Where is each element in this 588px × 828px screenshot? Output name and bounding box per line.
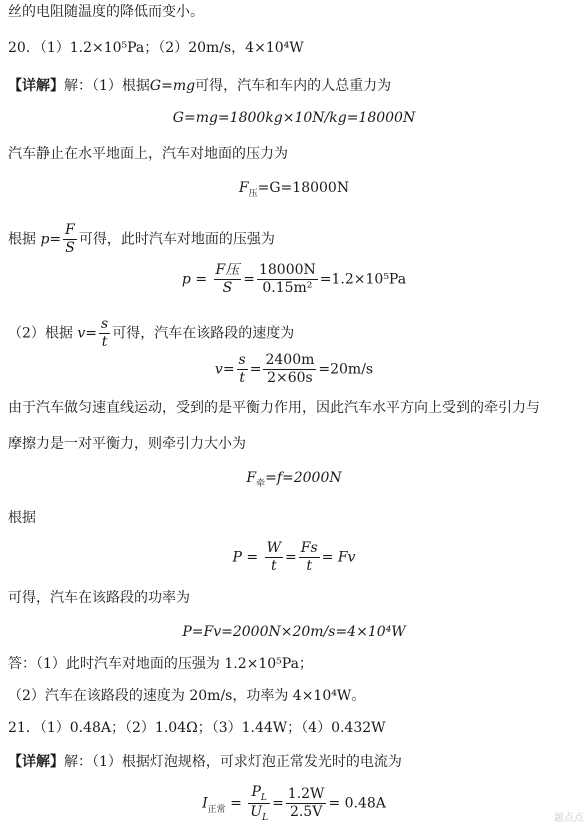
eq6-num2: Fs [300, 540, 318, 556]
q20-detail-7: 根据 [8, 510, 36, 526]
eq4-num1: s [238, 352, 246, 368]
eq6-den1: t [270, 558, 277, 574]
q21-detail-1 [8, 752, 402, 772]
d3-fraction [63, 222, 77, 257]
q20-eq-6: P = $\frac{W}{t}$ = $\frac{Fs}{t}$ = Fv [232, 540, 356, 574]
q21-eq1-den1-sub: L [262, 813, 269, 823]
d3-den: S [65, 240, 75, 256]
q21-eq1-num1-sub: L [260, 793, 267, 803]
d3-pre: 根据 [8, 231, 36, 248]
q20-eq-2 [0, 178, 588, 200]
watermark: 题点点 [554, 813, 584, 824]
detail-label-2: 【详解】 [8, 754, 64, 770]
eq3-den2: 0.15m² [262, 280, 313, 296]
q21-eq1-den1-u: U [250, 804, 263, 820]
q20-detail-4: （2）根据 v= $\frac{s}{t}$ 可得，汽车在该路段的速度为 [8, 316, 295, 350]
eq2-f: F [238, 180, 249, 196]
eq2-sub: 压 [248, 189, 258, 199]
d4-den: t [101, 334, 108, 350]
q21-eq1-frac2 [286, 786, 327, 821]
d4-num: s [101, 316, 109, 332]
eq3-den1: S [222, 280, 233, 296]
d4-v: v [77, 325, 86, 342]
eq6-den2: t [306, 558, 312, 574]
d4-rest: 可得，汽车在该路段的速度为 [112, 325, 295, 342]
eq4-frac2 [263, 352, 316, 387]
eq3-num2: 18000N [258, 262, 316, 278]
eq4-den2: 2×60s [267, 370, 313, 386]
q21-detail-1-text: 解：（1）根据灯泡规格，可求灯泡正常发光时的电流为 [64, 754, 402, 770]
eq4-frac1 [237, 352, 248, 387]
q20-eq-5 [0, 468, 588, 490]
q20-eq-7: P=Fv=2000N×20m/s=4×10⁴W [182, 624, 406, 640]
eq5-f: F [246, 470, 257, 486]
q21-eq1-num2: 1.2W [287, 786, 325, 802]
q20-detail-1 [8, 76, 391, 96]
q21-eq1-frac1 [248, 784, 270, 823]
q21-answer-heading: 21．（1）0.48A；（2）1.04Ω；（3）1.44W；（4）0.432W [8, 720, 386, 736]
d3-rest: 可得，此时汽车对地面的压强为 [78, 231, 275, 248]
q20-answer-2: （2）汽车在该路段的速度为 20m/s，功率为 4×10⁴W。 [8, 688, 366, 704]
eq2-rest: =G=18000N [257, 180, 350, 196]
q21-eq1-num1-p: P [251, 784, 261, 800]
q21-eq1-rest: = 0.48A [328, 795, 386, 812]
q20-answer-heading: 20．（1）1.2×10⁵Pa；（2）20m/s，4×10⁴W [8, 40, 304, 56]
eq3-frac2 [257, 262, 318, 297]
eq3-rest: =1.2×10⁵Pa [319, 271, 407, 288]
q20-eq-3: p = $\frac{\text{F压}}{S}$ = $\frac{18000N}{\text{0.15m²}}$ =1.2×10⁵Pa [181, 262, 407, 296]
q20-detail-8: 可得，汽车在该路段的功率为 [8, 590, 190, 606]
q20-eq-4: v= $\frac{s}{t}$ = $\frac{2400m}{2\times 60s}$ =20m/s [214, 352, 374, 386]
q21-eq1-den1 [248, 804, 270, 823]
q20-eq-1: G=mg=1800kg×10N/kg=18000N [172, 110, 416, 126]
q20-detail-2: 汽车静止在水平地面上，汽车对地面的压力为 [8, 146, 288, 162]
eq6-frac2 [299, 540, 320, 575]
q20-detail-3: 根据 p= $\frac{F}{S}$ 可得，此时汽车对地面的压强为 [8, 222, 275, 256]
d3-p: p [40, 231, 50, 248]
q21-eq-1: $I_{正常}$ = $\frac{P_L}{U_L}$ = $\frac{1.2W}{2.5V}$ = 0.48A [202, 784, 386, 823]
eq6-rest: Fv [337, 549, 356, 566]
d3-num: F [65, 222, 75, 238]
eq6-frac1 [265, 540, 283, 575]
eq6-num1: W [266, 540, 281, 556]
d4-pre: （2）根据 [8, 325, 73, 342]
eq4-rest: =20m/s [318, 361, 374, 378]
q21-eq1-num1 [248, 784, 270, 804]
q21-eq1-sub: 正常 [207, 804, 226, 815]
q20-answer-1: 答：（1）此时汽车对地面的压强为 1.2×10⁵Pa； [8, 656, 313, 672]
eq5-sub: 牵 [256, 479, 266, 489]
eq3-p: p [181, 271, 191, 288]
eq4-den1: t [239, 370, 245, 386]
q20-detail-1-text: 解：（1）根据 [64, 78, 150, 94]
eq6-p: P [232, 549, 242, 566]
detail-label: 【详解】 [8, 78, 64, 94]
eq3-frac1 [214, 262, 242, 297]
d4-fraction [99, 316, 110, 351]
q20-detail-6: 摩擦力是一对平衡力，则牵引力大小为 [8, 436, 246, 452]
q20-formula-g: G=mg [149, 78, 196, 94]
q21-eq1-i: I [202, 795, 208, 812]
eq4-v: v [214, 361, 223, 378]
q21-eq1-den2: 2.5V [289, 804, 323, 820]
q20-detail-5: 由于汽车做匀速直线运动，受到的是平衡力作用，因此汽车水平方向上受到的牵引力与 [8, 400, 540, 416]
eq5-rest: =f=2000N [265, 470, 342, 486]
q20-detail-1-rest: 可得，汽车和车内的人总重力为 [195, 78, 392, 94]
eq4-num2: 2400m [265, 352, 315, 368]
eq3-num1: F压 [215, 262, 240, 278]
line-1: 丝的电阻随温度的降低而变小。 [8, 4, 204, 20]
